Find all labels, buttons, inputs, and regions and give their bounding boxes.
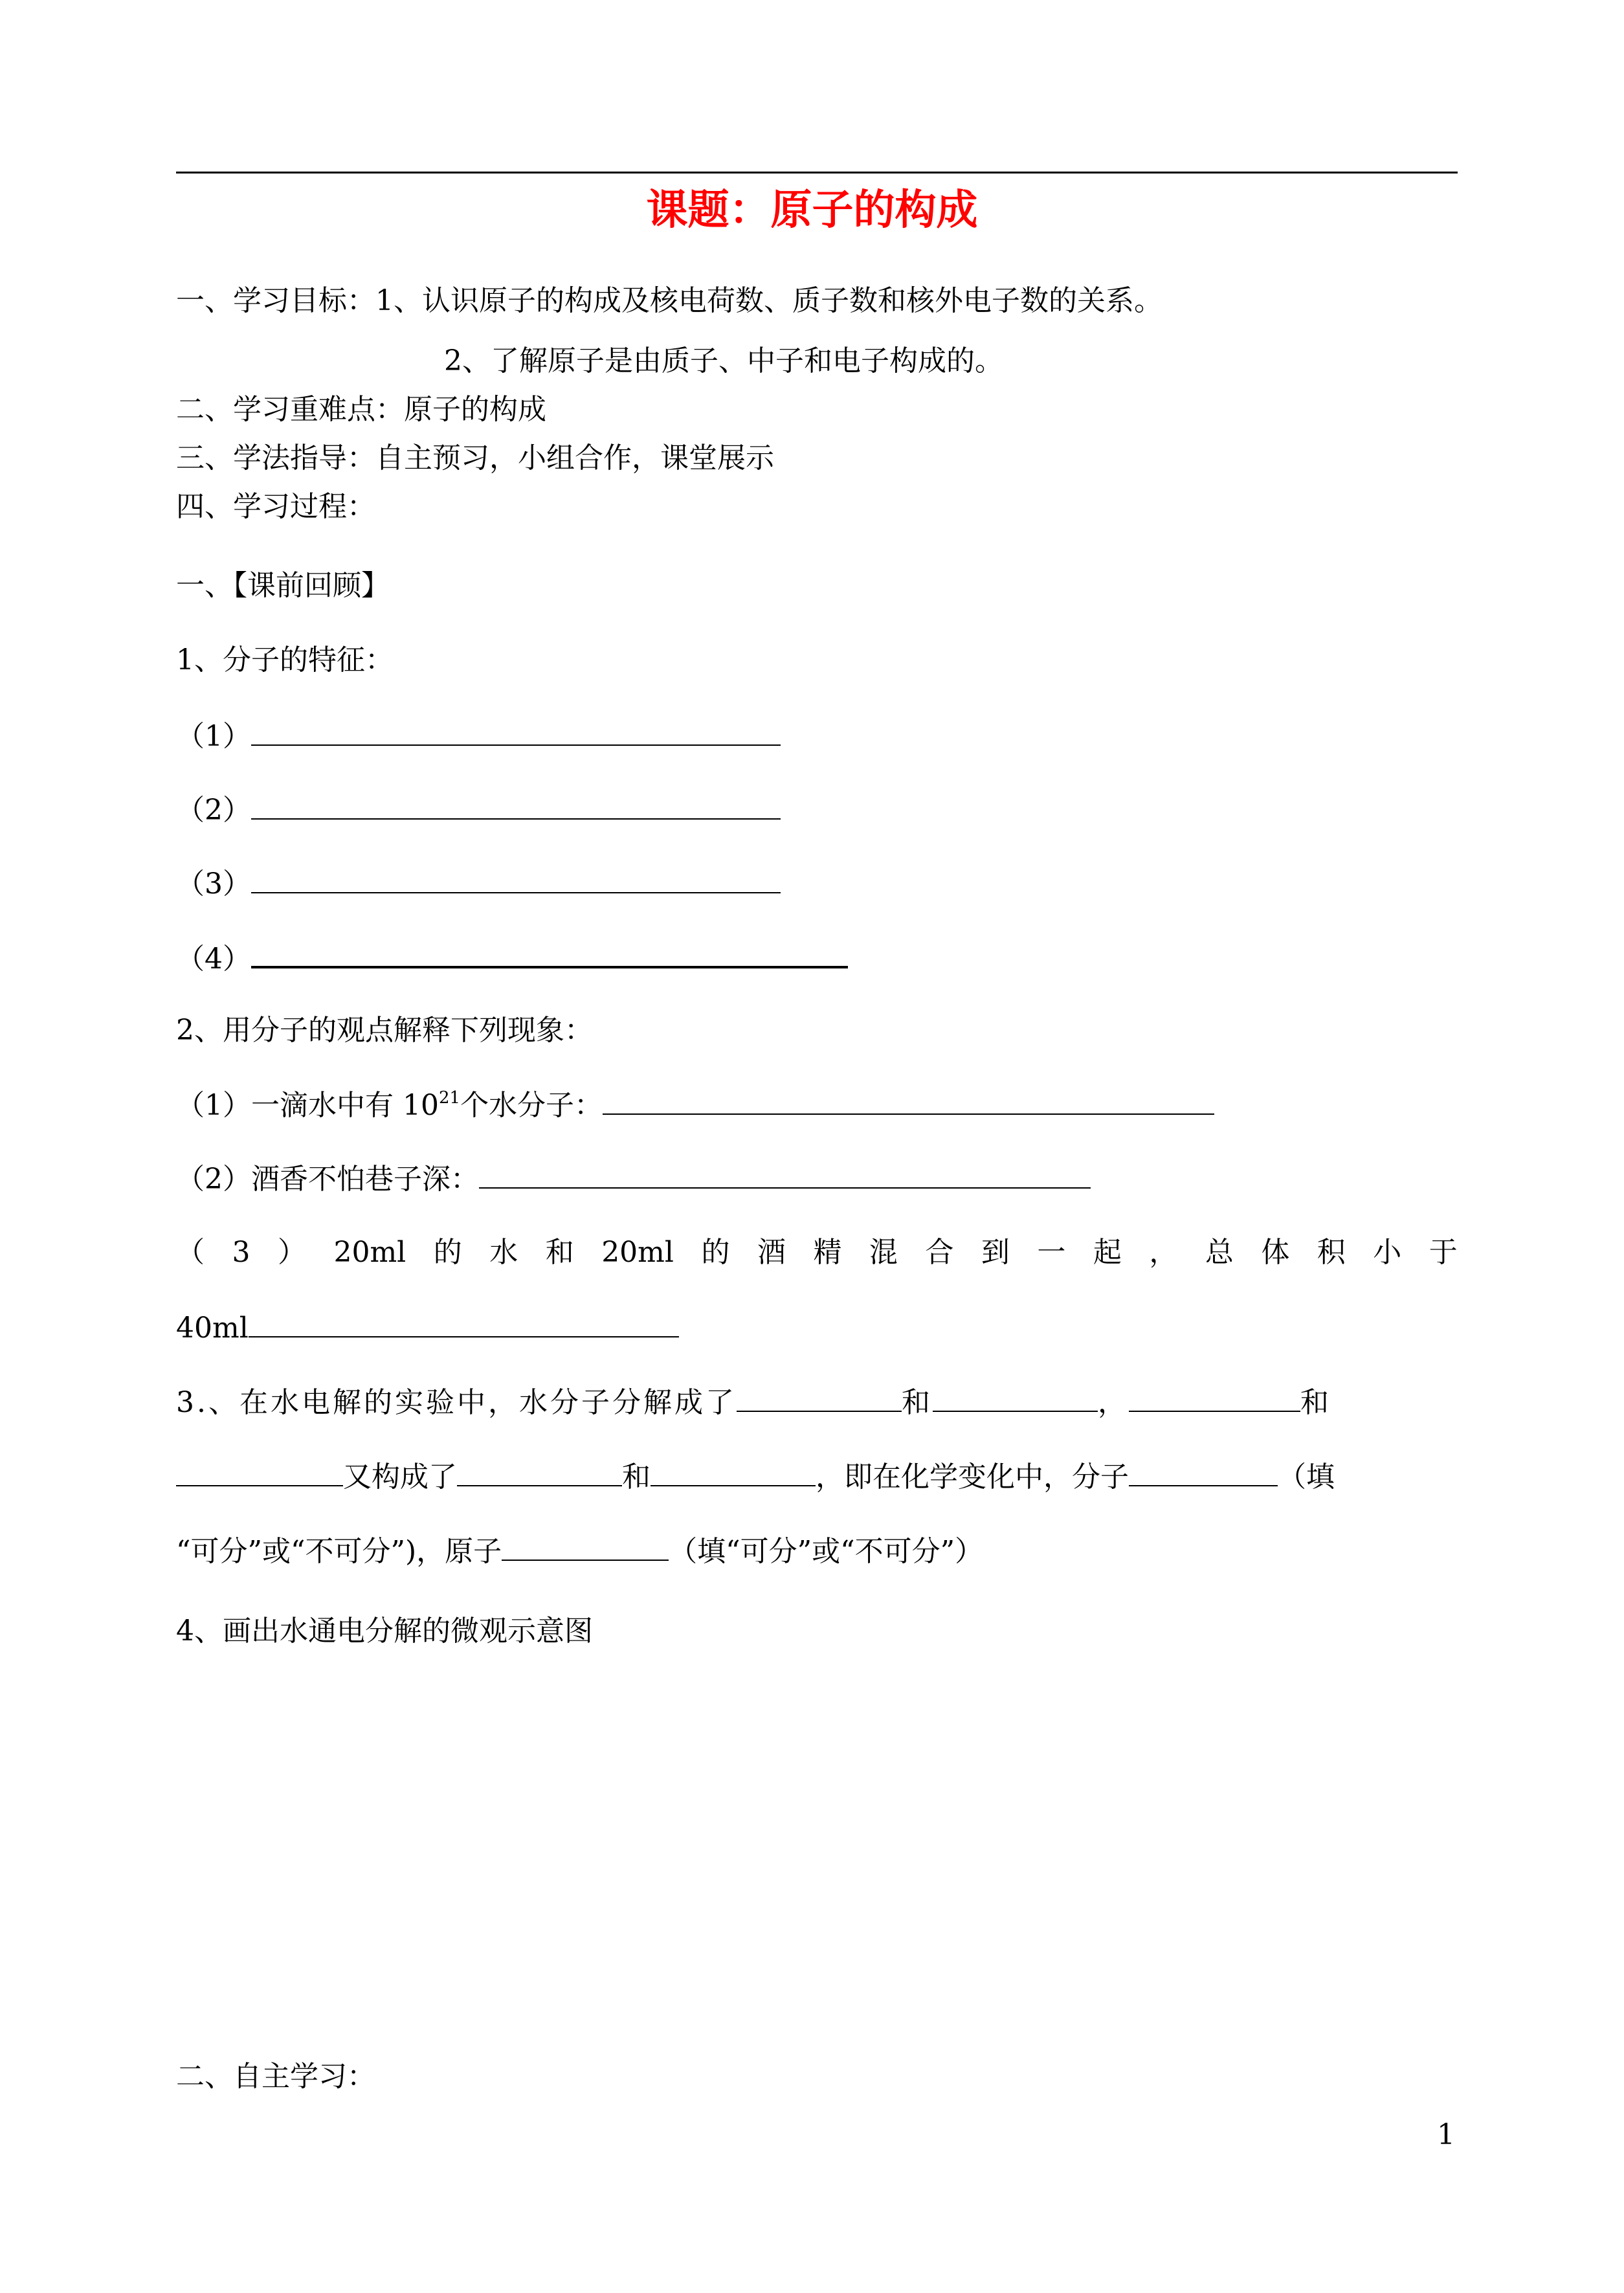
q3-and-2: 和 <box>1300 1386 1331 1419</box>
drawing-area[interactable] <box>176 1670 1458 2033</box>
q4-text: 4、画出水通电分解的微观示意图 <box>176 1615 593 1648</box>
q2-item-3-word: 体 <box>1261 1236 1290 1269</box>
q2-item-3-word: 20ml <box>333 1236 406 1269</box>
q3-part-5: （填“可分”或“不可分”） <box>669 1535 984 1568</box>
q3-line-3 <box>176 1531 983 1571</box>
q2-item-1-suffix: 个水分子： <box>460 1089 603 1122</box>
q2-item-1 <box>176 1085 1214 1125</box>
q1-item-4 <box>176 937 848 979</box>
q2-item-3-word: 20ml <box>601 1236 674 1269</box>
q1-answer-blank-1[interactable] <box>251 716 781 746</box>
q2-item-2 <box>176 1159 1091 1199</box>
q2-label: 2、用分子的观点解释下列现象： <box>176 1014 593 1047</box>
q3-blank-2[interactable] <box>933 1382 1098 1412</box>
q2-item-2-text: （2）酒香不怕巷子深： <box>176 1163 479 1196</box>
q2-answer-blank-2[interactable] <box>479 1159 1091 1189</box>
q1-item-3 <box>176 864 781 904</box>
q3-and-3: 和 <box>622 1460 651 1493</box>
q3-line-1 <box>176 1382 1331 1422</box>
q3-fill-open: （填 <box>1278 1460 1335 1493</box>
q3-part-4: “可分”或“不可分”)，原子 <box>176 1535 502 1568</box>
objective-2: 2、了解原子是由质子、中子和电子构成的。 <box>444 344 1003 377</box>
q1-answer-blank-2[interactable] <box>251 790 781 820</box>
q2-item-1-prefix: （1）一滴水中有 10 <box>176 1089 439 1122</box>
q1-item-4-number: （4） <box>176 943 251 976</box>
q1-item-1-number: （1） <box>176 720 251 753</box>
objectives-line-1 <box>176 282 1162 320</box>
q2-item-3 <box>176 1233 1458 1272</box>
q2-item-3-word: 和 <box>545 1236 574 1269</box>
q1-item-3-number: （3） <box>176 867 251 900</box>
header-rule <box>176 172 1458 173</box>
key-points: 二、学习重难点：原子的构成 <box>176 393 546 426</box>
q2-item-3-word: 小 <box>1373 1236 1402 1269</box>
q2-item-3-word: （ <box>176 1236 205 1269</box>
q3-line-2 <box>176 1457 1335 1497</box>
q2-answer-blank-1[interactable] <box>603 1085 1214 1115</box>
q2-item-3-word: 3 <box>232 1236 250 1269</box>
page-title: 课题：原子的构成 <box>646 186 978 234</box>
q3-blank-8[interactable] <box>502 1531 669 1561</box>
q2-item-3-word: 积 <box>1317 1236 1346 1269</box>
q2-item-3-word: 一 <box>1037 1236 1066 1269</box>
q1-item-2 <box>176 790 781 830</box>
q1-item-2-number: （2） <box>176 794 251 827</box>
q2-item-3-continued <box>176 1308 679 1348</box>
q3-comma-1: ， <box>1097 1386 1129 1419</box>
q2-item-3-word: 精 <box>813 1236 842 1269</box>
q2-item-3-word: 的 <box>433 1236 462 1269</box>
q2-item-3-word: ， <box>1149 1236 1178 1269</box>
q1-answer-blank-4[interactable] <box>251 937 848 968</box>
q3-part-3: ，即在化学变化中，分子 <box>816 1460 1129 1493</box>
q2-answer-blank-3[interactable] <box>249 1308 679 1337</box>
q2-item-1-exponent: 21 <box>438 1088 461 1108</box>
page-number: 1 <box>1437 2118 1455 2151</box>
q2-item-3-word: 合 <box>925 1236 954 1269</box>
q2-item-3-word: 的 <box>701 1236 730 1269</box>
q3-blank-4[interactable] <box>176 1457 343 1486</box>
q2-item-3-tail: 40ml <box>176 1312 249 1345</box>
q2-item-3-word: 到 <box>981 1236 1010 1269</box>
self-study-heading: 二、自主学习： <box>176 2060 375 2093</box>
q3-blank-7[interactable] <box>1129 1457 1278 1486</box>
q1-label: 1、分子的特征： <box>176 643 394 677</box>
objective-1: 1、认识原子的构成及核电荷数、质子数和核外电子数的关系。 <box>375 284 1162 317</box>
q3-blank-5[interactable] <box>457 1457 622 1486</box>
review-heading: 一、【课前回顾】 <box>176 569 390 602</box>
q2-item-3-word: 水 <box>489 1236 518 1269</box>
study-method: 三、学法指导：自主预习，小组合作，课堂展示 <box>176 442 774 475</box>
q3-part-2: 又构成了 <box>343 1460 457 1493</box>
q3-blank-1[interactable] <box>737 1382 902 1412</box>
q1-item-1 <box>176 716 781 756</box>
q1-answer-blank-3[interactable] <box>251 864 781 893</box>
study-process: 四、学习过程： <box>176 490 375 523</box>
q2-item-3-word: 混 <box>869 1236 898 1269</box>
q3-blank-6[interactable] <box>651 1457 816 1486</box>
q2-item-3-word: 于 <box>1429 1236 1458 1269</box>
q2-item-3-word: ） <box>277 1236 306 1269</box>
q3-part-1: 3.、在水电解的实验中，水分子分解成了 <box>176 1386 737 1419</box>
q2-item-3-word: 总 <box>1205 1236 1234 1269</box>
q2-item-3-word: 起 <box>1093 1236 1122 1269</box>
q3-blank-3[interactable] <box>1129 1382 1300 1412</box>
q2-item-3-word: 酒 <box>757 1236 786 1269</box>
q3-and-1: 和 <box>901 1386 933 1419</box>
objectives-prefix: 一、学习目标： <box>176 284 375 317</box>
